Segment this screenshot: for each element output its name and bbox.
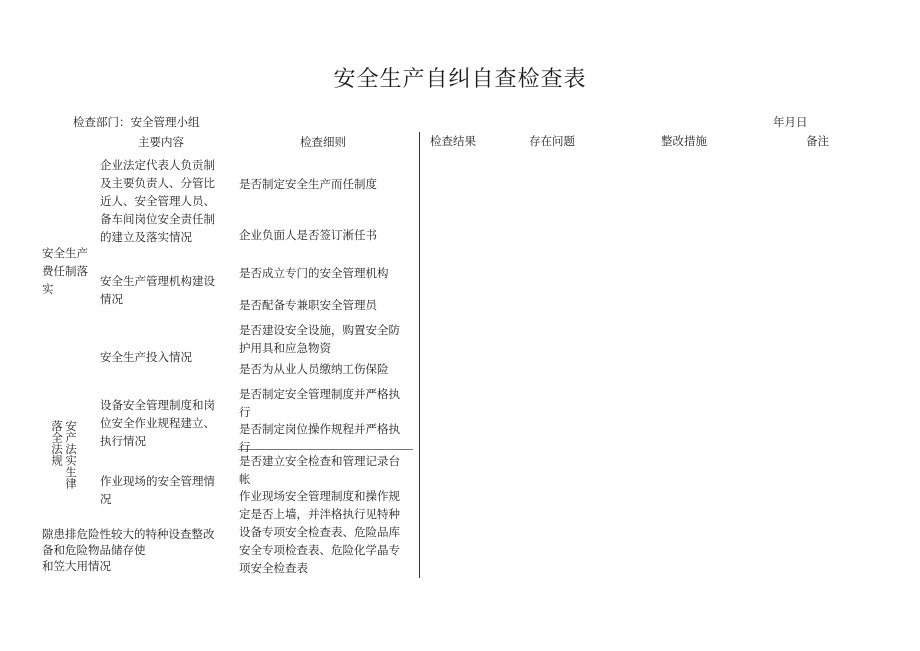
header-main-content: 主要内容 xyxy=(138,135,184,149)
header-result: 检查结果 xyxy=(430,134,476,148)
item-hazard-equipment-line2: 备和危险物品储存使 xyxy=(42,543,146,557)
header-issues: 存在问题 xyxy=(529,134,575,148)
detail-injury-insurance: 是否为从业人员缴纳工伤保险 xyxy=(239,362,389,376)
item-hazard-equipment-line3: 和笠大用情况 xyxy=(42,559,111,573)
item-equipment-rules: 设备安全管理制度和岗位安全作业规程建立、执行情况 xyxy=(100,398,215,448)
detail-responsibility-system: 是否制定安全生产而任制度 xyxy=(239,177,377,191)
detail-site-rules: 作业现场安全管理制度和操作规定是否上墙，并泮格执行见特种设备专项安全检查表、危险品库安全专项检查表、危险化学晶专项安全检查表 xyxy=(239,489,400,575)
header-remarks: 备注 xyxy=(806,134,829,148)
detail-safety-organization: 是否成立专门的安全管理机构 xyxy=(239,266,389,280)
header-measures: 整改措施 xyxy=(661,134,707,148)
category-legal-compliance: 安产法实生律落全法规 xyxy=(50,420,78,489)
page-title: 安全生产自纠自查检查表 xyxy=(333,67,587,92)
detail-safety-officer: 是否配备专兼职安全管理员 xyxy=(239,298,377,312)
item-management-organization: 安全生产管理机构建设情况 xyxy=(100,274,215,306)
item-responsibility-system: 企业法定代表人负贡制及主要负责人、分管比近人、安全管理人员、备车间岗位安全责任制的建立及落实情况 xyxy=(100,158,215,244)
detail-inspection-records: 是否建立安全检查和管理记录台帐 xyxy=(239,454,400,486)
header-details: 检查细则 xyxy=(300,135,346,149)
column-divider xyxy=(419,132,420,578)
date-label: 年月日 xyxy=(773,115,808,129)
detail-responsibility-letter: 企业负面人是否签订淅任书 xyxy=(239,228,377,242)
category-responsibility: 安全生产费任制落实 xyxy=(42,246,88,296)
detail-safety-facilities: 是否建设安全设施，购置安全防护用具和应急物资 xyxy=(239,323,400,355)
item-site-management: 作业现场的安全管理情况 xyxy=(100,474,215,506)
inspection-department: 检查部门：安全管理小组 xyxy=(73,115,200,129)
item-safety-investment: 安全生产投入情况 xyxy=(100,350,192,364)
item-hazard-equipment-line1: 隙患排危险性较大的特种设查整改 xyxy=(42,527,215,541)
detail-operation-rules: 是否制定岗位操作规程并严格执行 xyxy=(239,422,400,454)
detail-management-rules: 是否制定安全管理制度并严格执行 xyxy=(239,387,400,419)
